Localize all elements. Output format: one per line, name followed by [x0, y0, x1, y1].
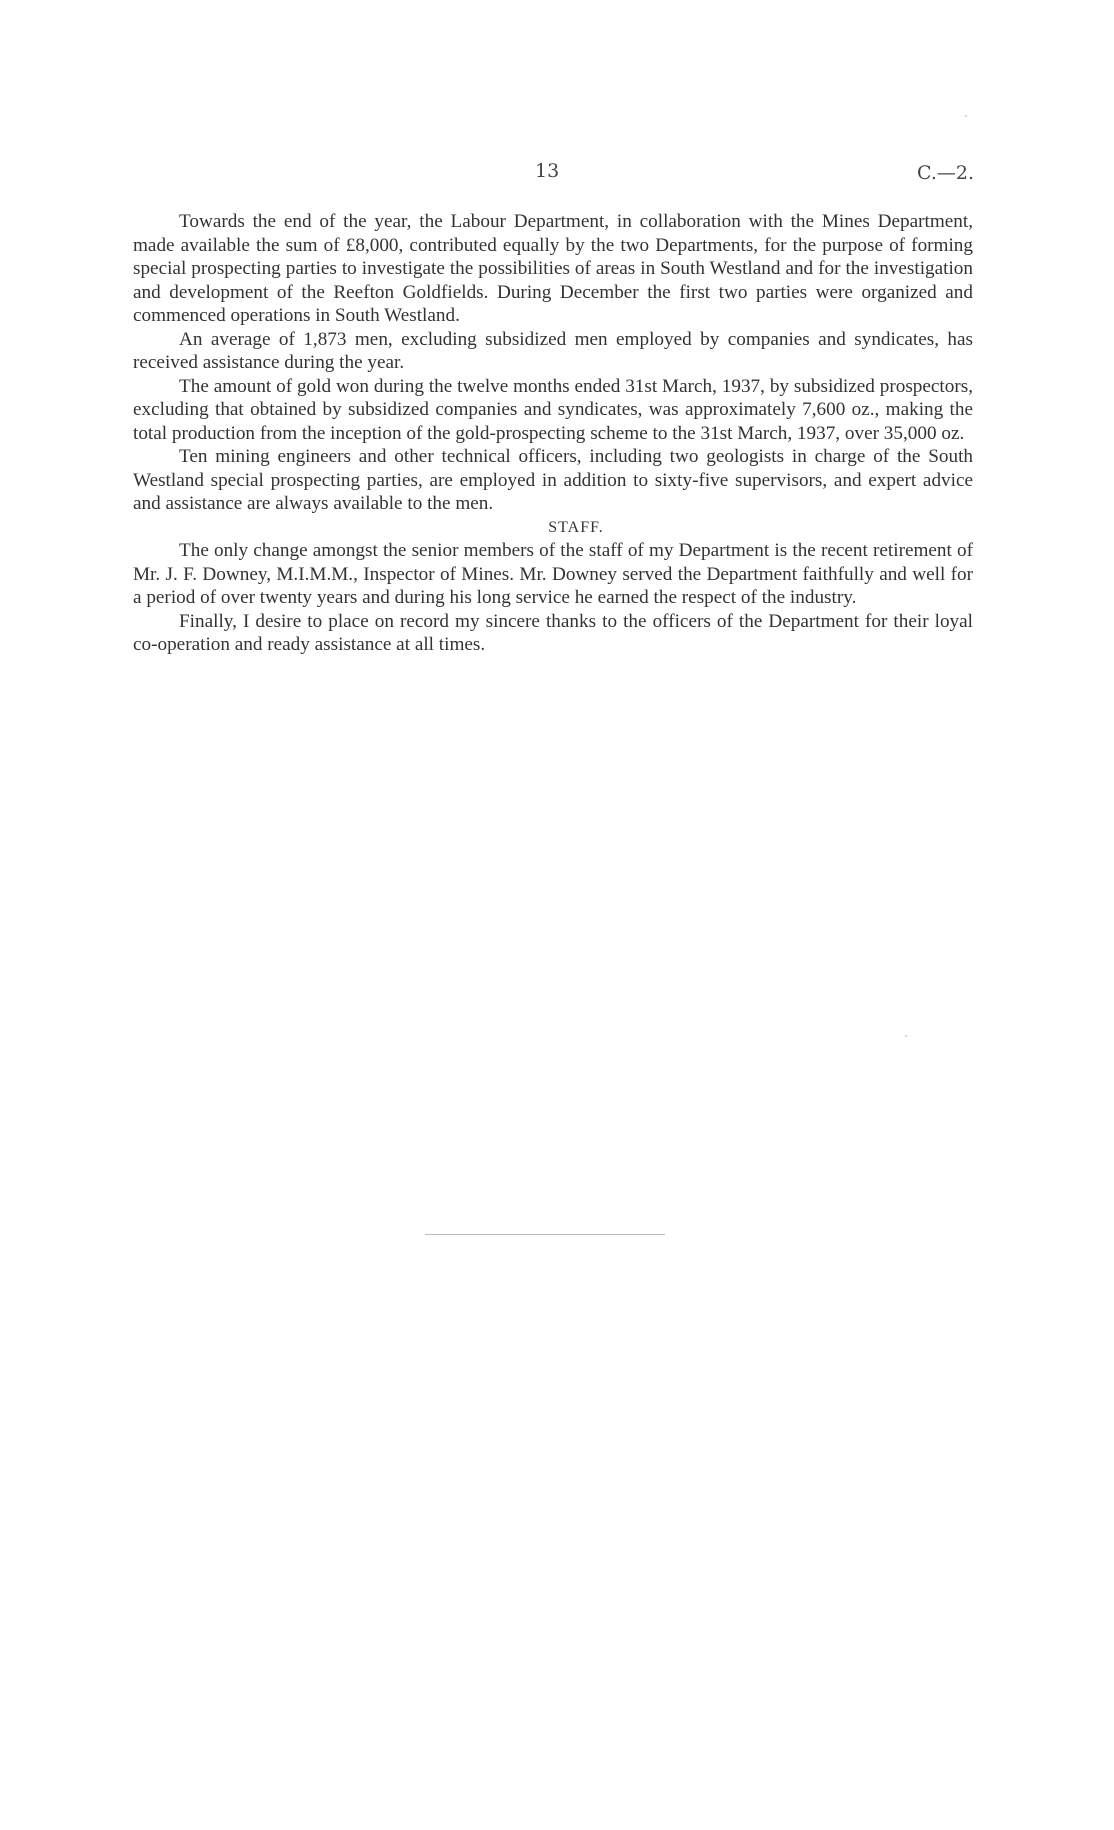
scan-speck [905, 1035, 907, 1037]
document-reference: C.—2. [916, 162, 974, 184]
page-header [0, 160, 1114, 190]
paragraph-thanks: Finally, I desire to place on record my sincere thanks to the officers of the Department for their loyal co-operation and ready assistance at all times. [133, 610, 973, 655]
body-text [133, 210, 973, 657]
paragraph-prospecting-parties: Towards the end of the year, the Labour Department, in collaboration with the Mines Department, made available the sum of £8,000, contributed equally by the two Departments, for the purpose of forming special prospecting parties to investigate the possibilities of areas in South Westland and for the investigation and development of the Reefton Goldfields. During December the first two parties were organized and commenced operations in South Westland. [133, 211, 973, 326]
section-heading-staff: STAFF. [548, 518, 604, 536]
closing-rule [425, 1234, 665, 1235]
page-number: 13 [535, 160, 560, 182]
paragraph-engineers: Ten mining engineers and other technical officers, including two geologists in charge of the South Westland special prospecting parties, are employed in addition to sixty-five supervisors, and expert advice and assistance are always available to the men. [133, 446, 973, 514]
paragraph-average-men: An average of 1,873 men, excluding subsidized men employed by companies and syndicates, has received assistance during the year. [133, 328, 973, 373]
scan-speck [965, 115, 967, 117]
paragraph-gold-won: The amount of gold won during the twelve months ended 31st March, 1937, by subsidized prospectors, excluding that obtained by subsidized companies and syndicates, was approximately 7,600 oz., making the total production from the inception of the gold-prospecting scheme to the 31st March, 1937, over 35,000 oz. [133, 375, 973, 444]
paragraph-staff-change: The only change amongst the senior members of the staff of my Department is the recent retirement of Mr. J. F. Downey, M.I.M.M., Inspector of Mines. Mr. Downey served the Department faithfully and well for a period of over twenty years and during his long service he earned the respect of the industry. [133, 540, 973, 608]
